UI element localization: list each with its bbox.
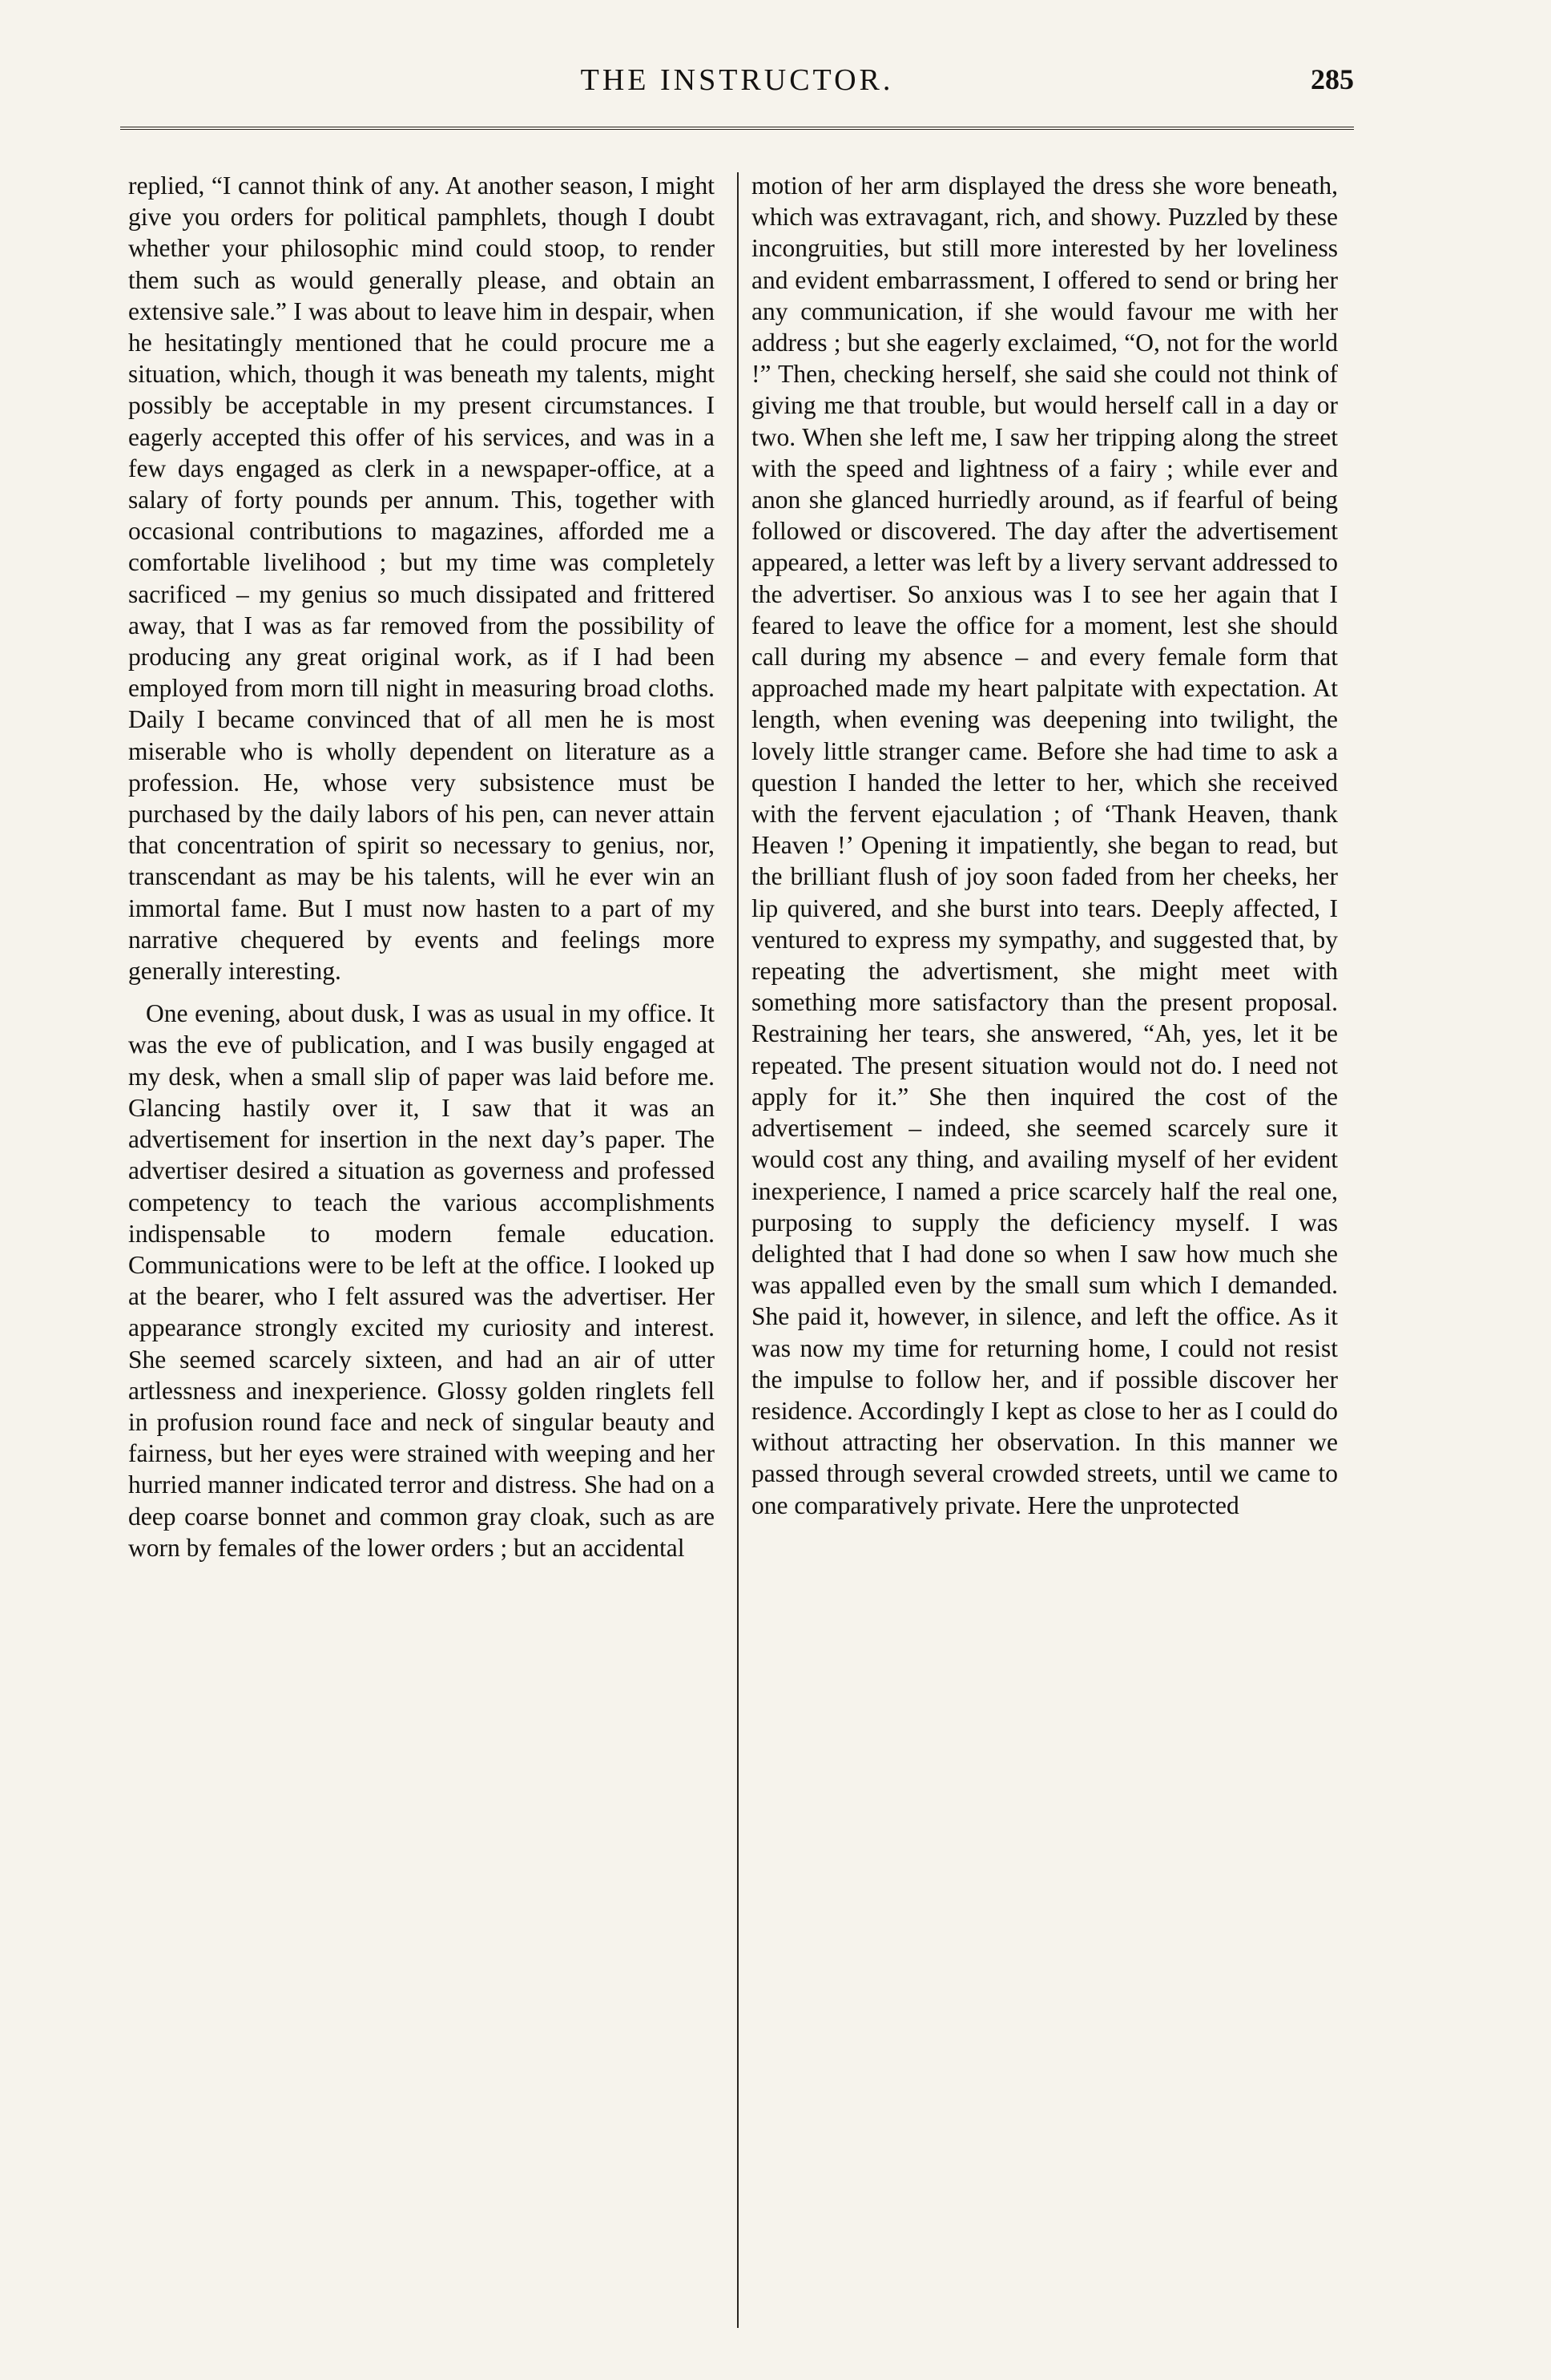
- left-column: [128, 170, 715, 1563]
- page-number: 285: [1311, 63, 1354, 95]
- right-column: [751, 170, 1338, 1521]
- column-divider: [737, 172, 739, 2328]
- running-title: THE INSTRUCTOR.: [580, 63, 894, 97]
- left-paragraph-2: One evening, about dusk, I was as usual in my office. It was the eve of publication, and I was busily engaged at my desk, when a small slip of paper was laid before me. Glancing hastily over it, I saw that it was an advertisement for insertion in the next day’s paper. The advertiser desired a situation as governess and professed competency to teach the various accomplishments indispensable to modern female education. Communications were to be left at the office. I looked up at the bearer, who I felt assured was the advertiser. Her appearance strongly excited my curiosity and interest. She seemed scarcely sixteen, and had an air of utter artlessness and inexperience. Glossy golden ringlets fell in profusion round face and neck of singular beauty and fairness, but her eyes were strained with weeping and her hurried manner indicated terror and distress. She had on a deep coarse bonnet and common gray cloak, such as are worn by females of the lower orders ; but an accidental: [128, 999, 715, 1562]
- right-paragraph-1: motion of her arm displayed the dress she wore beneath, which was extravagant, rich, and showy. Puzzled by these incongruities, but still more interested by her loveliness and evident embarrassment, I offered to send or bring her any communication, if she would favour me with her address ; but she eagerly exclaimed, “O, not for the world !” Then, checking herself, she said she could not think of giving me that trouble, but would herself call in a day or two. When she left me, I saw her tripping along the street with the speed and lightness of a fairy ; while ever and anon she glanced hurriedly around, as if fearful of being followed or discovered. The day after the advertisement appeared, a letter was left by a livery servant addressed to the advertiser. So anxious was I to see her again that I feared to leave the office for a moment, lest she should call during my absence – and every female form that approached made my heart palpitate with expectation. At length, when evening was deepening into twilight, the lovely little stranger came. Before she had time to ask a question I handed the letter to her, which she received with the fervent ejaculation ; of ‘Thank Heaven, thank Heaven !’ Opening it impatiently, she began to read, but the brilliant flush of joy soon faded from her cheeks, her lip quivered, and she burst into tears. Deeply affected, I ventured to express my sympathy, and suggested that, by repeating the advertisment, she might meet with something more satisfactory than the present proposal. Restraining her tears, she answered, “Ah, yes, let it be repeated. The present situation would not do. I need not apply for it.” She then inquired the cost of the advertisement – indeed, she seemed scarcely sure it would cost any thing, and availing myself of her evident inexperience, I named a price scarcely half the real one, purposing to supply the deficiency myself. I was delighted that I had done so when I saw how much she was appalled even by the small sum which I demanded. She paid it, however, in silence, and left the office. As it was now my time for returning home, I could not resist the impulse to follow her, and if possible discover her residence. Accordingly I kept as close to her as I could do without attracting her observation. In this manner we passed through several crowded streets, until we came to one comparatively private. Here the unprotected: [751, 171, 1338, 1519]
- left-paragraph-1: replied, “I cannot think of any. At another season, I might give you orders for political pamphlets, though I doubt whether your philosophic mind could stoop, to render them such as would generally please, and obtain an extensive sale.” I was about to leave him in despair, when he hesitatingly mentioned that he could procure me a situation, which, though it was beneath my talents, might possibly be acceptable in my present circumstances. I eagerly accepted this offer of his services, and was in a few days engaged as clerk in a newspaper-office, at a salary of forty pounds per annum. This, together with occasional contributions to magazines, afforded me a comfortable livelihood ; but my time was completely sacrificed – my genius so much dissipated and frittered away, that I was as far removed from the possibility of producing any great original work, as if I had been employed from morn till night in measuring broad cloths. Daily I became convinced that of all men he is most miserable who is wholly dependent on literature as a profession. He, whose very subsistence must be purchased by the daily labors of his pen, can never attain that concentration of spirit so necessary to genius, nor, transcendant as may be his talents, will he ever win an immortal fame. But I must now hasten to a part of my narrative chequered by events and feelings more generally interesting.: [128, 171, 715, 986]
- page-header: [120, 58, 1354, 122]
- header-rule: [120, 127, 1354, 130]
